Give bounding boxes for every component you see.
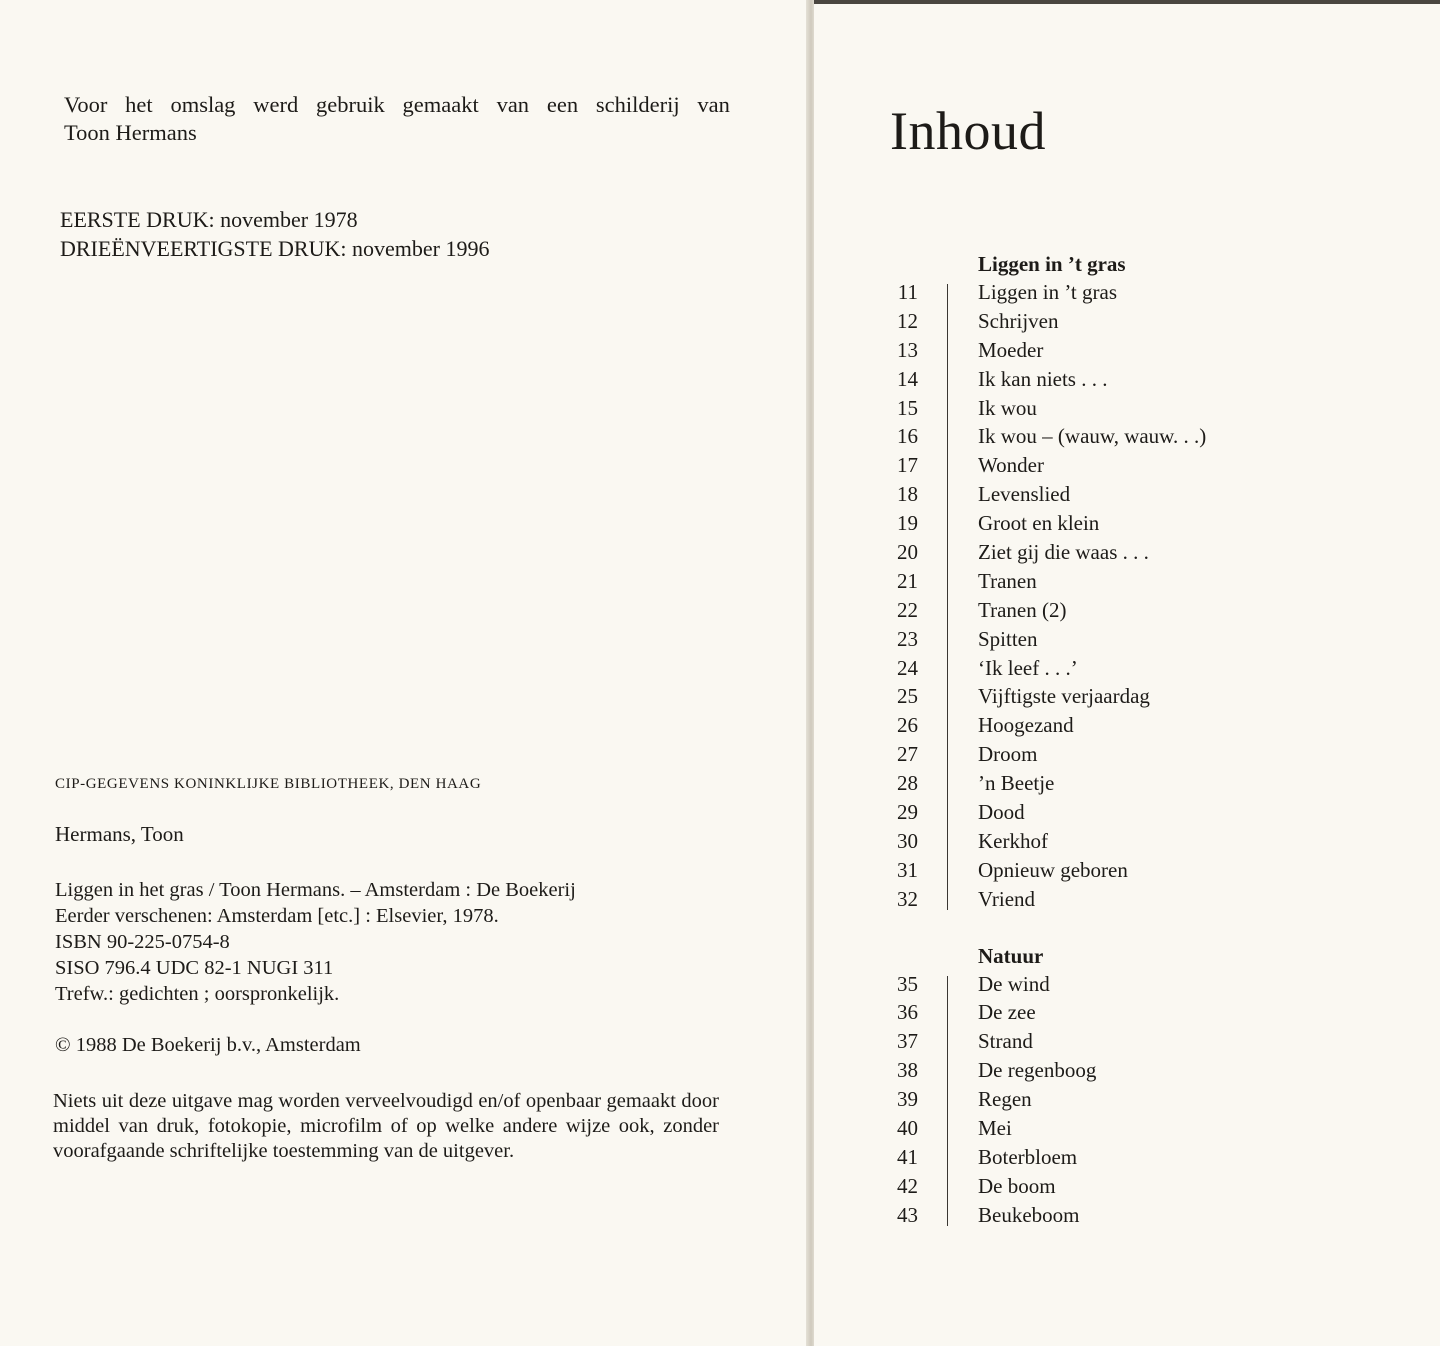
toc-entry-title: Tranen (2) [978,597,1067,622]
toc-page-number: 41 [897,1144,918,1169]
cip-heading: CIP-GEGEVENS KONINKLIJKE BIBLIOTHEEK, DEN HAAG [55,776,482,792]
toc-page-number: 23 [897,626,918,651]
toc-entry [874,682,1394,711]
toc-entry [874,1027,1394,1056]
toc-entry [874,856,1394,885]
cover-note-word: gebruik [316,92,385,117]
toc-entry [874,596,1394,625]
bibliographic-data [55,877,576,1007]
toc-entry [874,422,1394,451]
biblio-line: ISBN 90-225-0754-8 [55,931,230,953]
author-name: Hermans, Toon [55,822,184,846]
toc-section-heading: Natuur [978,943,1044,968]
toc-entry-title: Ziet gij die waas . . . [978,540,1149,565]
copyright-notice: © 1988 De Boekerij b.v., Amsterdam [55,1034,361,1056]
toc-entry-title: Wonder [978,453,1044,478]
toc-entry-title: Dood [978,800,1025,825]
toc-entry-title: Spitten [978,626,1038,651]
toc-entry-title: Tranen [978,568,1037,593]
toc-page-number: 27 [897,742,918,767]
toc-entry [874,1201,1394,1230]
toc-entry [874,538,1394,567]
toc-entry [874,480,1394,509]
cover-note-word: Voor [64,92,108,117]
toc-entry-title: Beukeboom [978,1202,1080,1227]
toc-page-number: 42 [897,1173,918,1198]
toc-entry-title: De wind [978,971,1050,996]
toc-entry [874,769,1394,798]
cover-note-line-2: Toon Hermans [64,120,197,145]
toc-page-number: 25 [897,684,918,709]
toc-entry-title: Ik wou [978,395,1037,420]
biblio-line: Eerder verschenen: Amsterdam [etc.] : Elsevier, 1978. [55,905,499,927]
toc-entry-title: Hoogezand [978,713,1074,738]
toc-page-number: 35 [897,971,918,996]
toc-entry-title: Moeder [978,337,1044,362]
toc-entry [874,885,1394,914]
toc-entry [874,798,1394,827]
biblio-line: Liggen in het gras / Toon Hermans. – Amsterdam : De Boekerij [55,879,576,901]
toc-page-number: 30 [897,828,918,853]
page-top-edge [814,0,1440,4]
toc-entry [874,509,1394,538]
toc-page-number: 11 [897,280,918,304]
toc-page-number: 26 [897,713,918,738]
cover-note-word: een [546,92,579,117]
cover-note-word: van [496,92,530,117]
toc-page-number: 39 [897,1087,918,1112]
toc-page-number: 17 [897,453,918,478]
toc-entry [874,998,1394,1027]
toc-entry [874,1056,1394,1085]
toc-entry-title: Schrijven [978,308,1059,333]
toc-page-number: 19 [897,511,918,536]
toc-page-number: 36 [897,1000,918,1025]
toc-entry [874,711,1394,740]
toc-entry-title: Ik kan niets . . . [978,366,1108,391]
toc-entry-title: Boterbloem [978,1144,1078,1169]
toc-entry-title: De regenboog [978,1058,1097,1083]
toc-title: Inhoud [890,101,1046,161]
cover-note [64,91,754,147]
toc-entry-title: Droom [978,742,1038,767]
toc-page-number: 31 [897,857,918,882]
cover-note-word: het [125,92,153,117]
toc-page-number: 43 [897,1202,918,1227]
toc-page-number: 29 [897,800,918,825]
toc-entry-title: Strand [978,1029,1033,1054]
toc-page-number: 15 [897,395,918,420]
toc-page-number: 28 [897,771,918,796]
cover-note-word: werd [253,92,299,117]
toc-entry-title: Vriend [978,886,1036,911]
toc-entries [874,970,1394,1230]
toc-entry-title: Ik wou – (wauw, wauw. . .) [978,424,1207,449]
toc-page-number: 20 [897,540,918,565]
cover-note-word: van [697,92,730,117]
toc-entry [874,1085,1394,1114]
toc-entry-title: De boom [978,1173,1056,1198]
toc-page-number: 37 [897,1029,918,1054]
toc-page-number: 21 [897,568,918,593]
toc-entries [874,278,1394,914]
toc-page-number: 24 [897,655,918,680]
toc-entry [874,567,1394,596]
toc-entry [874,451,1394,480]
toc-entry-title: Groot en klein [978,511,1100,536]
toc-entry [874,278,1394,307]
print-info [60,205,489,263]
toc-entry [874,1114,1394,1143]
first-print: EERSTE DRUK: november 1978 [60,207,358,232]
cover-note-word: schilderij [595,92,680,117]
toc-page-number: 40 [897,1116,918,1141]
toc-entry-title: Vijftigste verjaardag [978,684,1150,709]
toc-entry-title: ‘Ik leef . . .’ [978,655,1078,680]
toc-entry [874,970,1394,999]
toc-entry [874,307,1394,336]
toc-entry [874,394,1394,423]
toc-page-number: 16 [897,424,918,449]
toc-entry [874,336,1394,365]
toc-page-number: 12 [897,308,918,333]
toc-page-number: 13 [897,337,918,362]
toc-entry [874,740,1394,769]
table-of-contents [874,250,1394,1230]
toc-entry [874,1143,1394,1172]
biblio-line: SISO 796.4 UDC 82-1 NUGI 311 [55,957,334,979]
toc-entry-title: De zee [978,1000,1036,1025]
toc-entry-title: Kerkhof [978,828,1048,853]
toc-section [874,942,1394,1230]
toc-entry [874,1172,1394,1201]
toc-page-number: 22 [897,597,918,622]
toc-entry-title: Liggen in ’t gras [978,280,1118,304]
toc-entry [874,827,1394,856]
toc-entry [874,654,1394,683]
biblio-line: Trefw.: gedichten ; oorspronkelijk. [55,983,340,1005]
toc-entry-title: Regen [978,1087,1032,1112]
toc-page-number: 14 [897,366,918,391]
toc-section-heading: Liggen in ’t gras [978,252,1126,276]
toc-entry [874,625,1394,654]
rights-notice: Niets uit deze uitgave mag worden verveelvoudigd en/of openbaar gemaakt door middel van druk, fotokopie, microfilm of op welke andere wijze ook, zonder voorafgaande schriftelijke toestemming van de uitgever. [53,1090,719,1162]
toc-entry-title: ’n Beetje [978,771,1055,796]
cover-note-line-1 [64,91,730,119]
toc-page-number: 38 [897,1058,918,1083]
toc-entry [874,365,1394,394]
cover-note-word: omslag [170,92,236,117]
latest-print: DRIEËNVEERTIGSTE DRUK: november 1996 [60,236,490,261]
toc-section [874,250,1394,914]
toc-entry-title: Opnieuw geboren [978,857,1128,882]
toc-page-number: 32 [897,886,918,911]
toc-page-number: 18 [897,482,918,507]
cover-note-word: gemaakt [402,92,479,117]
toc-entry-title: Mei [978,1116,1012,1141]
toc-entry-title: Levenslied [978,482,1071,507]
